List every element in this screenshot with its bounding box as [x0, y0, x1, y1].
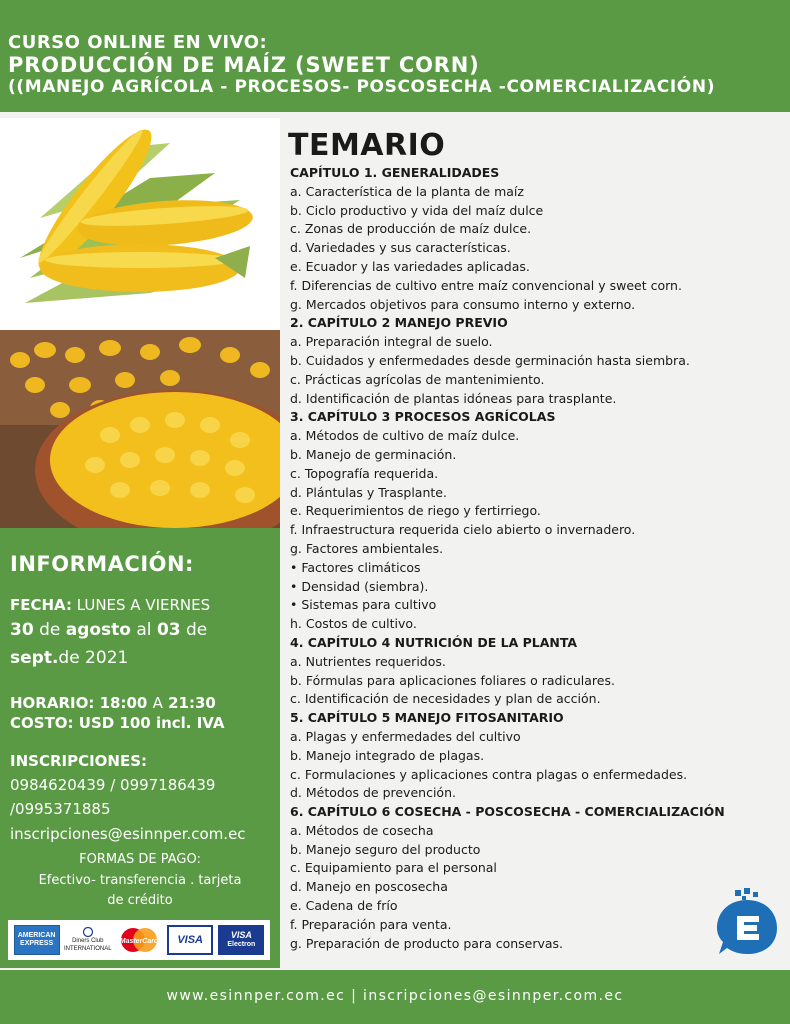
payment-methods-title: FORMAS DE PAGO:: [79, 852, 201, 867]
course-type: CURSO ONLINE EN VIVO:: [8, 32, 268, 53]
syllabus-item: d. Variedades y sus características.: [290, 240, 511, 256]
corn-cobs-image: [0, 118, 280, 330]
syllabus-item: e. Ecuador y las variedades aplicadas.: [290, 258, 530, 274]
syllabus-item: g. Factores ambientales.: [290, 540, 444, 556]
syllabus-item: a. Nutrientes requeridos.: [290, 653, 446, 669]
syllabus-item: a. Métodos de cultivo de maíz dulce.: [290, 428, 520, 444]
date-end-day: 03: [156, 620, 181, 640]
schedule-label: HORARIO:: [10, 694, 95, 712]
electron-label: Electron: [227, 941, 256, 948]
syllabus-item: d. Plántulas y Trasplante.: [290, 484, 447, 500]
syllabus-item: f. Diferencias de cultivo entre maíz convencional y sweet corn.: [290, 277, 682, 293]
info-panel: [0, 528, 280, 968]
amex-logo: AMERICAN EXPRESS: [14, 925, 60, 955]
syllabus-item: a. Preparación integral de suelo.: [290, 334, 493, 350]
syllabus-chapter: 4. CAPÍTULO 4 NUTRICIÓN DE LA PLANTA: [290, 634, 578, 650]
syllabus-item: e. Requerimientos de riego y fertirriego.: [290, 503, 541, 519]
syllabus-item: c. Zonas de producción de maíz dulce.: [290, 221, 532, 237]
syllabus-item: b. Manejo seguro del producto: [290, 841, 481, 857]
date-al: al: [136, 620, 152, 640]
course-subtitle: ((MANEJO AGRÍCOLA - PROCESOS- POSCOSECHA -COMERCIALIZACIÓN): [8, 77, 716, 97]
date-year-line: [10, 648, 128, 668]
syllabus-chapter: 5. CAPÍTULO 5 MANEJO FITOSANITARIO: [290, 710, 564, 726]
date-year: de 2021: [58, 648, 129, 668]
schedule-from: 18:00: [99, 694, 148, 712]
syllabus-item: a. Característica de la planta de maíz: [290, 183, 524, 199]
syllabus-chapter: CAPÍTULO 1. GENERALIDADES: [290, 165, 500, 180]
payment-methods-line1: Efectivo- transferencia . tarjeta: [38, 873, 242, 888]
registration-email: inscripciones@esinnper.com.ec: [10, 825, 246, 843]
syllabus-item: f. Infraestructura requerida cielo abierto o invernadero.: [290, 522, 636, 538]
course-title: PRODUCCIÓN DE MAÍZ (SWEET CORN): [8, 53, 480, 77]
syllabus-item: b. Cuidados y enfermedades desde germinación hasta siembra.: [290, 352, 690, 368]
syllabus-item: c. Identificación de necesidades y plan de acción.: [290, 691, 601, 707]
mastercard-label: MasterCard: [119, 938, 159, 945]
syllabus-item: c. Formulaciones y aplicaciones contra plagas o enfermedades.: [290, 766, 688, 782]
syllabus-item: g. Mercados objetivos para consumo interno y externo.: [290, 296, 636, 312]
phone-number-extra: /0995371885: [10, 800, 111, 818]
date-end-month: sept.: [10, 648, 59, 668]
payment-methods-line2: de crédito: [107, 893, 173, 908]
payment-cards-strip: [8, 920, 270, 960]
syllabus-chapter: 2. CAPÍTULO 2 MANEJO PREVIO: [290, 315, 508, 331]
registrations-title: INSCRIPCIONES:: [10, 752, 148, 770]
date-days: [10, 596, 210, 614]
syllabus: [288, 128, 788, 963]
syllabus-item: d. Identificación de plantas idóneas para trasplante.: [290, 390, 617, 406]
syllabus-chapter: 6. CAPÍTULO 6 COSECHA - POSCOSECHA - COMERCIALIZACIÓN: [290, 804, 725, 820]
schedule-a: A: [152, 694, 163, 712]
syllabus-item: • Factores climáticos: [290, 559, 421, 575]
schedule: [10, 694, 216, 712]
date-days-text: LUNES A VIERNES: [76, 596, 211, 614]
syllabus-item: a. Métodos de cosecha: [290, 822, 434, 838]
date-de-2: de: [186, 620, 208, 640]
date-start-day: 30: [10, 620, 34, 640]
syllabus-item: d. Manejo en poscosecha: [290, 879, 448, 895]
syllabus-item: d. Métodos de prevención.: [290, 785, 456, 801]
corn-kernels-bowl-image: [0, 330, 280, 528]
esinnper-logo: [715, 888, 779, 958]
diners-label: Diners Club INTERNATIONAL: [64, 938, 112, 952]
date-month: agosto: [65, 620, 131, 640]
electron-visa-label: VISA: [230, 930, 252, 940]
visa-electron-logo: [218, 925, 264, 955]
syllabus-item: e. Cadena de frío: [290, 898, 398, 914]
syllabus-item: b. Manejo de germinación.: [290, 446, 457, 462]
header-banner: [0, 0, 790, 112]
syllabus-list: [290, 164, 788, 953]
schedule-to: 21:30: [168, 694, 216, 712]
syllabus-item: c. Topografía requerida.: [290, 465, 439, 481]
diners-club-logo: [65, 925, 111, 955]
phone-numbers: 0984620439 / 0997186439: [10, 776, 216, 794]
syllabus-item: • Sistemas para cultivo: [290, 597, 437, 613]
date-label: FECHA:: [10, 596, 72, 614]
cost: COSTO: USD 100 incl. IVA: [10, 714, 225, 732]
diners-icon: [81, 927, 95, 937]
mastercard-logo: [116, 925, 162, 955]
syllabus-item: b. Manejo integrado de plagas.: [290, 747, 485, 763]
syllabus-item: b. Ciclo productivo y vida del maíz dulce: [290, 202, 544, 218]
syllabus-item: g. Preparación de producto para conservas.: [290, 935, 564, 951]
footer-bar: [0, 970, 790, 1024]
syllabus-item: c. Prácticas agrícolas de mantenimiento.: [290, 371, 545, 387]
info-title: INFORMACIÓN:: [10, 552, 194, 576]
syllabus-item: c. Equipamiento para el personal: [290, 860, 497, 876]
date-de: de: [39, 620, 61, 640]
syllabus-chapter: 3. CAPÍTULO 3 PROCESOS AGRÍCOLAS: [290, 409, 556, 425]
visa-logo: VISA: [167, 925, 213, 955]
syllabus-item: a. Plagas y enfermedades del cultivo: [290, 728, 521, 744]
footer-contact[interactable]: www.esinnper.com.ec | inscripciones@esinnper.com.ec: [166, 988, 624, 1004]
date-range: [10, 620, 207, 640]
syllabus-item: b. Fórmulas para aplicaciones foliares o radiculares.: [290, 672, 615, 688]
syllabus-item: • Densidad (siembra).: [290, 578, 429, 594]
syllabus-item: f. Preparación para venta.: [290, 916, 452, 932]
syllabus-item: h. Costos de cultivo.: [290, 616, 417, 632]
syllabus-title: TEMARIO: [288, 128, 446, 163]
